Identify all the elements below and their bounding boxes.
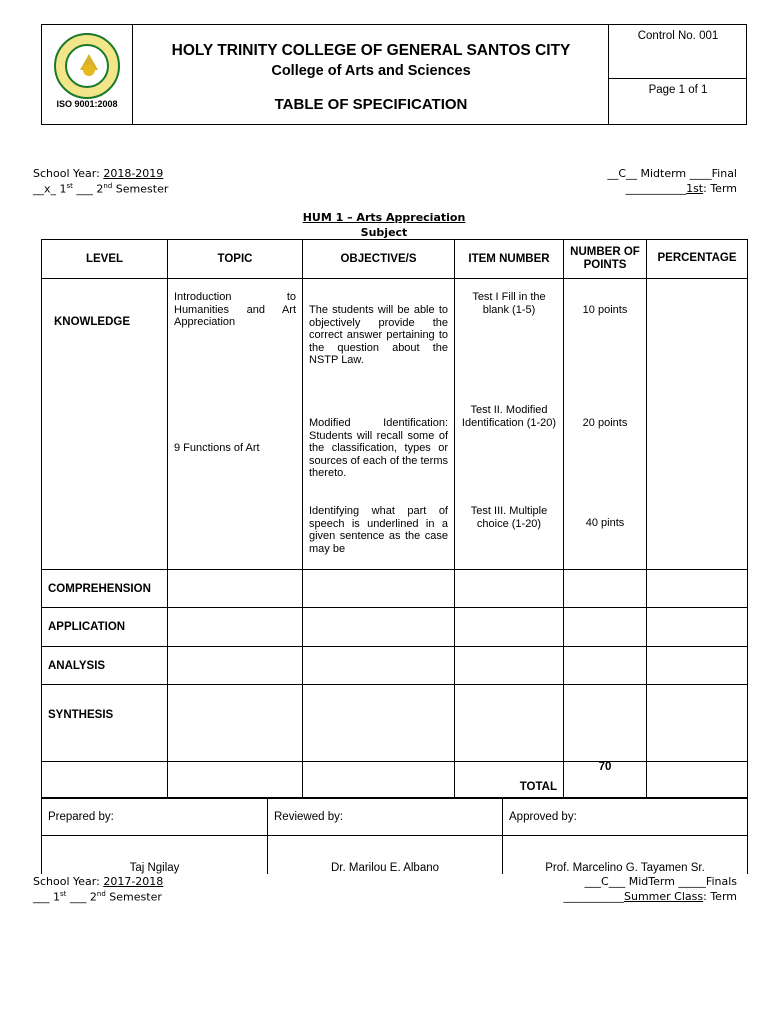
empty-cell: [564, 685, 647, 762]
table-row: [42, 570, 748, 608]
header-percentage: PERCENTAGE: [647, 240, 748, 279]
school-year-value: 2018-2019: [103, 167, 164, 180]
level-synthesis: SYNTHESIS: [42, 685, 168, 762]
table-row: [42, 685, 748, 762]
table-header-row: [42, 240, 748, 279]
empty-cell: [303, 570, 455, 608]
prepared-by-label: Prepared by:: [42, 798, 268, 836]
department-name: College of Arts and Sciences: [271, 63, 471, 79]
points-test-2: 20 points: [582, 417, 628, 429]
ordinal-suffix: st: [66, 182, 73, 190]
header-topic: TOPIC: [168, 240, 303, 279]
objective-1: The students will be able to objectively provide the correct answer pertaining to the question about the NSTP Law.: [309, 304, 448, 366]
total-label: TOTAL: [455, 762, 564, 799]
term-value: 1st: [686, 182, 704, 195]
level-comprehension: COMPREHENSION: [42, 570, 168, 608]
topic-introduction: Introduction to Humanities and Art Appreciation: [174, 291, 296, 328]
level-knowledge: KNOWLEDGE: [54, 316, 131, 328]
term-label: : Term: [703, 182, 737, 195]
empty-cell: [168, 608, 303, 647]
empty-cell: [168, 685, 303, 762]
semester-second: ___ 2: [66, 890, 97, 904]
school-year-value: 2017-2018: [103, 875, 164, 888]
term-blank: ___________: [625, 182, 687, 195]
empty-cell: [647, 647, 748, 685]
level-cell: [42, 279, 168, 570]
term-label: : Term: [703, 890, 737, 903]
empty-cell: [564, 647, 647, 685]
iso-label: ISO 9001:2008: [56, 99, 118, 109]
footer-exam-type-line: ___C___ MidTerm _____Finals: [584, 875, 737, 888]
table-row: [42, 608, 748, 647]
empty-cell: [42, 762, 168, 799]
level-application: APPLICATION: [42, 608, 168, 647]
college-name: HOLY TRINITY COLLEGE OF GENERAL SANTOS CITY: [171, 42, 571, 59]
ordinal-suffix: nd: [96, 890, 106, 898]
header-objective: OBJECTIVE/S: [303, 240, 455, 279]
table-row: [42, 279, 748, 570]
topic-cell: [168, 279, 303, 570]
item-test-3: Test III. Multiple choice (1-20): [470, 505, 548, 530]
semester-first: ___ 1: [33, 890, 60, 904]
school-year-label: School Year:: [33, 875, 104, 888]
level-analysis: ANALYSIS: [42, 647, 168, 685]
footer-term-line: [564, 890, 738, 903]
topic-functions-of-art: 9 Functions of Art: [174, 442, 260, 454]
objective-cell: [303, 279, 455, 570]
approved-by-name: Prof. Marcelino G. Tayamen Sr.: [503, 836, 748, 874]
empty-cell: [168, 570, 303, 608]
empty-cell: [303, 647, 455, 685]
signature-label-row: [42, 798, 748, 836]
semester-label: Semester: [105, 890, 162, 904]
empty-cell: [168, 762, 303, 799]
objective-3: Identifying what part of speech is underlined in a given sentence as the case may be: [309, 505, 448, 555]
empty-cell: [564, 570, 647, 608]
document-title: TABLE OF SPECIFICATION: [274, 96, 468, 113]
semester-line: [33, 182, 168, 196]
percentage-cell: [647, 279, 748, 570]
points-test-3: 40 pints: [585, 517, 625, 529]
college-seal-logo: [54, 33, 120, 99]
subject-label: Subject: [360, 226, 408, 239]
semester-first: __x_ 1: [33, 182, 67, 196]
item-test-1: Test I Fill in the blank (1-5): [472, 291, 546, 316]
signature-table: [41, 797, 748, 874]
total-row: [42, 762, 748, 799]
footer-school-year-line: [33, 875, 163, 888]
empty-cell: [647, 570, 748, 608]
table-row: [42, 647, 748, 685]
empty-cell: [455, 647, 564, 685]
approved-by-label: Approved by:: [503, 798, 748, 836]
empty-cell: [303, 762, 455, 799]
prepared-by-name: Taj Ngilay: [42, 836, 268, 874]
footer-semester-line: [33, 890, 162, 904]
control-number: Control No. 001: [637, 30, 719, 42]
empty-cell: [455, 608, 564, 647]
reviewed-by-name: Dr. Marilou E. Albano: [268, 836, 503, 874]
points-cell: [564, 279, 647, 570]
header-divider: [608, 78, 746, 79]
empty-cell: [647, 608, 748, 647]
header-divider: [132, 25, 133, 124]
header-number-of-points: NUMBER OF POINTS: [564, 240, 647, 279]
empty-cell: [303, 685, 455, 762]
empty-cell: [647, 762, 748, 799]
semester-label: Semester: [112, 182, 169, 196]
term-blank: ___________: [563, 890, 624, 903]
signature-name-row: [42, 836, 748, 874]
page-number: Page 1 of 1: [648, 84, 708, 96]
school-year-line: [33, 167, 163, 180]
header-level: LEVEL: [42, 240, 168, 279]
empty-cell: [303, 608, 455, 647]
term-line: [626, 182, 737, 195]
ordinal-suffix: nd: [103, 182, 113, 190]
school-year-label: School Year:: [33, 167, 104, 180]
specification-table: [41, 239, 748, 799]
item-test-2: Test II. Modified Identification (1-20): [461, 404, 557, 429]
empty-cell: [455, 570, 564, 608]
document-header: [41, 24, 747, 125]
objective-2: Modified Identification: Students will recall some of the classification, types or sources of each of the terms thereto.: [309, 417, 448, 479]
subject-name: HUM 1 – Arts Appreciation: [302, 211, 466, 224]
empty-cell: [647, 685, 748, 762]
item-number-cell: [455, 279, 564, 570]
ordinal-suffix: st: [60, 890, 67, 898]
empty-cell: [564, 608, 647, 647]
empty-cell: [168, 647, 303, 685]
term-value: Summer Class: [624, 890, 704, 903]
total-value: 70: [564, 762, 647, 799]
semester-second: ___ 2: [72, 182, 104, 196]
reviewed-by-label: Reviewed by:: [268, 798, 503, 836]
empty-cell: [455, 685, 564, 762]
points-test-1: 10 points: [582, 304, 628, 316]
exam-type-line: __C__ Midterm ____Final: [607, 167, 737, 180]
header-item-number: ITEM NUMBER: [455, 240, 564, 279]
